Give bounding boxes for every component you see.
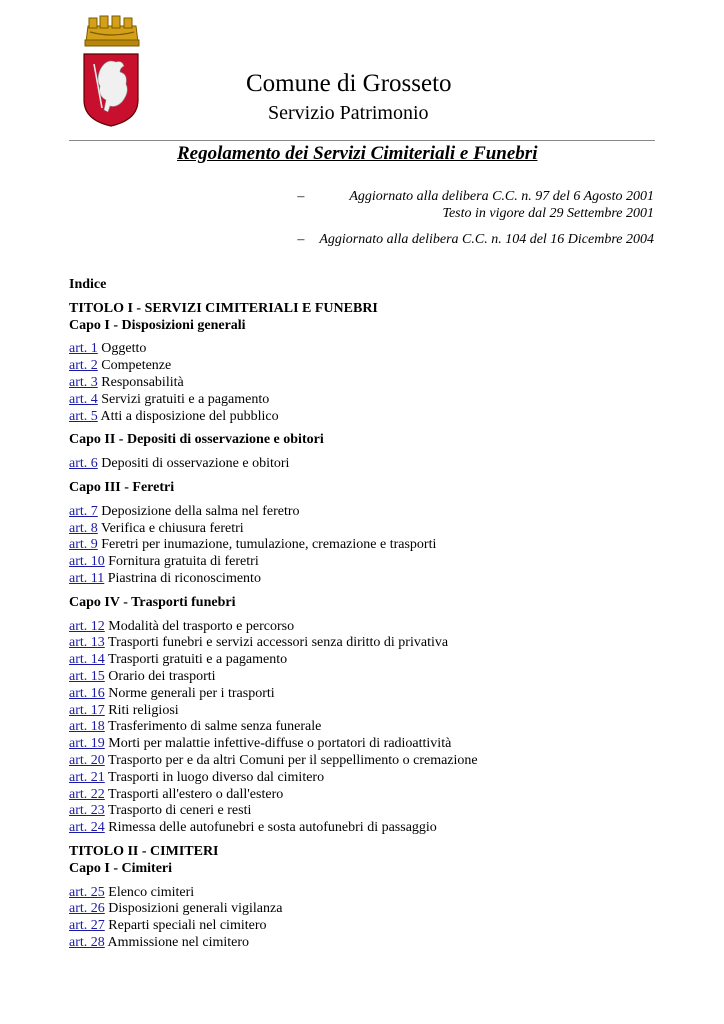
article-title: Morti per malattie infettive-diffuse o portatori di radioattività (108, 736, 452, 752)
toc-entry (69, 719, 669, 736)
toc-entry (69, 935, 669, 952)
toc-entry (69, 456, 669, 473)
coat-of-arms-logo (80, 12, 142, 130)
article-title: Modalità del trasporto e percorso (108, 618, 295, 634)
index-heading: Indice (69, 277, 107, 292)
article-link[interactable]: art. 2 (69, 358, 98, 374)
article-link[interactable]: art. 18 (69, 719, 105, 735)
article-title: Riti religiosi (108, 702, 179, 718)
article-link[interactable]: art. 10 (69, 554, 105, 570)
document-title: Regolamento dei Servizi Cimiteriali e Funebri (177, 143, 538, 164)
table-of-contents (69, 277, 669, 952)
article-link[interactable]: art. 16 (69, 685, 105, 701)
toc-entry (69, 521, 669, 538)
titolo-heading: TITOLO I - SERVIZI CIMITERIALI E FUNEBRI (69, 300, 378, 316)
toc-entry (69, 918, 669, 935)
toc-entry (69, 652, 669, 669)
article-list (69, 885, 669, 952)
article-link[interactable]: art. 22 (69, 786, 105, 802)
article-title: Trasporti funebri e servizi accessori senza diritto di privativa (108, 635, 449, 651)
article-link[interactable]: art. 6 (69, 456, 98, 472)
header-divider (69, 140, 655, 141)
article-title: Atti a disposizione del pubblico (100, 408, 279, 424)
article-link[interactable]: art. 27 (69, 918, 105, 934)
toc-entry (69, 753, 669, 770)
capo-heading: Capo II - Depositi di osservazione e obitori (69, 432, 324, 448)
article-list (69, 341, 669, 425)
article-title: Reparti speciali nel cimitero (108, 918, 267, 934)
article-title: Trasporti in luogo diverso dal cimitero (108, 769, 325, 785)
toc-entry (69, 669, 669, 686)
titolo-heading: TITOLO II - CIMITERI (69, 843, 219, 859)
article-link[interactable]: art. 9 (69, 537, 98, 553)
update-note: – Aggiornato alla delibera C.C. n. 104 del 16 Dicembre 2004 (297, 232, 654, 247)
capo-heading: Capo III - Feretri (69, 479, 175, 495)
article-link[interactable]: art. 23 (69, 803, 105, 819)
toc-entry (69, 787, 669, 804)
toc-entry (69, 635, 669, 652)
article-title: Servizi gratuiti e a pagamento (101, 391, 270, 407)
article-title: Disposizioni generali vigilanza (108, 901, 283, 917)
article-link[interactable]: art. 4 (69, 391, 98, 407)
article-title: Ammissione nel cimitero (107, 934, 250, 950)
article-title: Trasferimento di salme senza funerale (108, 719, 322, 735)
toc-entry (69, 770, 669, 787)
article-title: Norme generali per i trasporti (108, 685, 275, 701)
article-link[interactable]: art. 7 (69, 503, 98, 519)
article-title: Trasporto per e da altri Comuni per il seppellimento o cremazione (108, 752, 478, 768)
toc-entry (69, 736, 669, 753)
toc-entry (69, 619, 669, 636)
article-title: Rimessa delle autofunebri e sosta autofunebri di passaggio (108, 820, 437, 836)
article-link[interactable]: art. 21 (69, 769, 105, 785)
toc-entry (69, 409, 669, 426)
article-link[interactable]: art. 14 (69, 652, 105, 668)
article-link[interactable]: art. 24 (69, 820, 105, 836)
article-link[interactable]: art. 5 (69, 408, 98, 424)
update-notes (297, 188, 654, 248)
article-title: Depositi di osservazione e obitori (101, 456, 290, 472)
article-title: Trasporto di ceneri e resti (108, 803, 252, 819)
article-title: Deposizione della salma nel feretro (101, 503, 300, 519)
article-link[interactable]: art. 11 (69, 570, 105, 586)
toc-entry (69, 803, 669, 820)
article-link[interactable]: art. 17 (69, 702, 105, 718)
article-title: Elenco cimiteri (108, 884, 195, 900)
toc-entry (69, 358, 669, 375)
article-link[interactable]: art. 19 (69, 736, 105, 752)
article-title: Feretri per inumazione, tumulazione, cremazione e trasporti (101, 537, 437, 553)
toc-entry (69, 504, 669, 521)
toc-entry (69, 885, 669, 902)
article-title: Competenze (101, 358, 172, 374)
toc-entry (69, 901, 669, 918)
page-subtitle: Servizio Patrimonio (268, 102, 429, 124)
article-link[interactable]: art. 15 (69, 668, 105, 684)
update-note: – Aggiornato alla delibera C.C. n. 97 del 6 Agosto 2001 Testo in vigore dal 29 Settembre 2001 (297, 189, 654, 221)
shield-icon (84, 54, 138, 126)
capo-heading: Capo I - Disposizioni generali (69, 317, 246, 333)
article-link[interactable]: art. 26 (69, 901, 105, 917)
article-link[interactable]: art. 3 (69, 374, 98, 390)
toc-entry (69, 392, 669, 409)
article-link[interactable]: art. 8 (69, 520, 98, 536)
article-title: Trasporti gratuiti e a pagamento (108, 652, 288, 668)
article-link[interactable]: art. 20 (69, 752, 105, 768)
article-link[interactable]: art. 1 (69, 341, 98, 357)
toc-entry (69, 341, 669, 358)
article-title: Orario dei trasporti (108, 668, 216, 684)
article-link[interactable]: art. 12 (69, 618, 105, 634)
toc-entry (69, 703, 669, 720)
toc-entry (69, 554, 669, 571)
article-title: Piastrina di riconoscimento (107, 570, 261, 586)
article-list (69, 504, 669, 588)
toc-entry (69, 375, 669, 392)
toc-entry (69, 571, 669, 588)
crown-icon (85, 16, 139, 46)
article-link[interactable]: art. 25 (69, 884, 105, 900)
capo-heading: Capo I - Cimiteri (69, 860, 173, 876)
article-title: Responsabilità (101, 374, 184, 390)
article-title: Oggetto (101, 341, 147, 357)
article-list (69, 456, 669, 473)
toc-entry (69, 820, 669, 837)
article-title: Fornitura gratuita di feretri (108, 554, 259, 570)
article-title: Trasporti all'estero o dall'estero (108, 786, 284, 802)
article-link[interactable]: art. 13 (69, 635, 105, 651)
article-title: Verifica e chiusura feretri (101, 520, 244, 536)
page-title: Comune di Grosseto (246, 70, 452, 97)
toc-entry (69, 537, 669, 554)
capo-heading: Capo IV - Trasporti funebri (69, 594, 236, 610)
article-link[interactable]: art. 28 (69, 934, 105, 950)
toc-entry (69, 686, 669, 703)
article-list (69, 619, 669, 837)
